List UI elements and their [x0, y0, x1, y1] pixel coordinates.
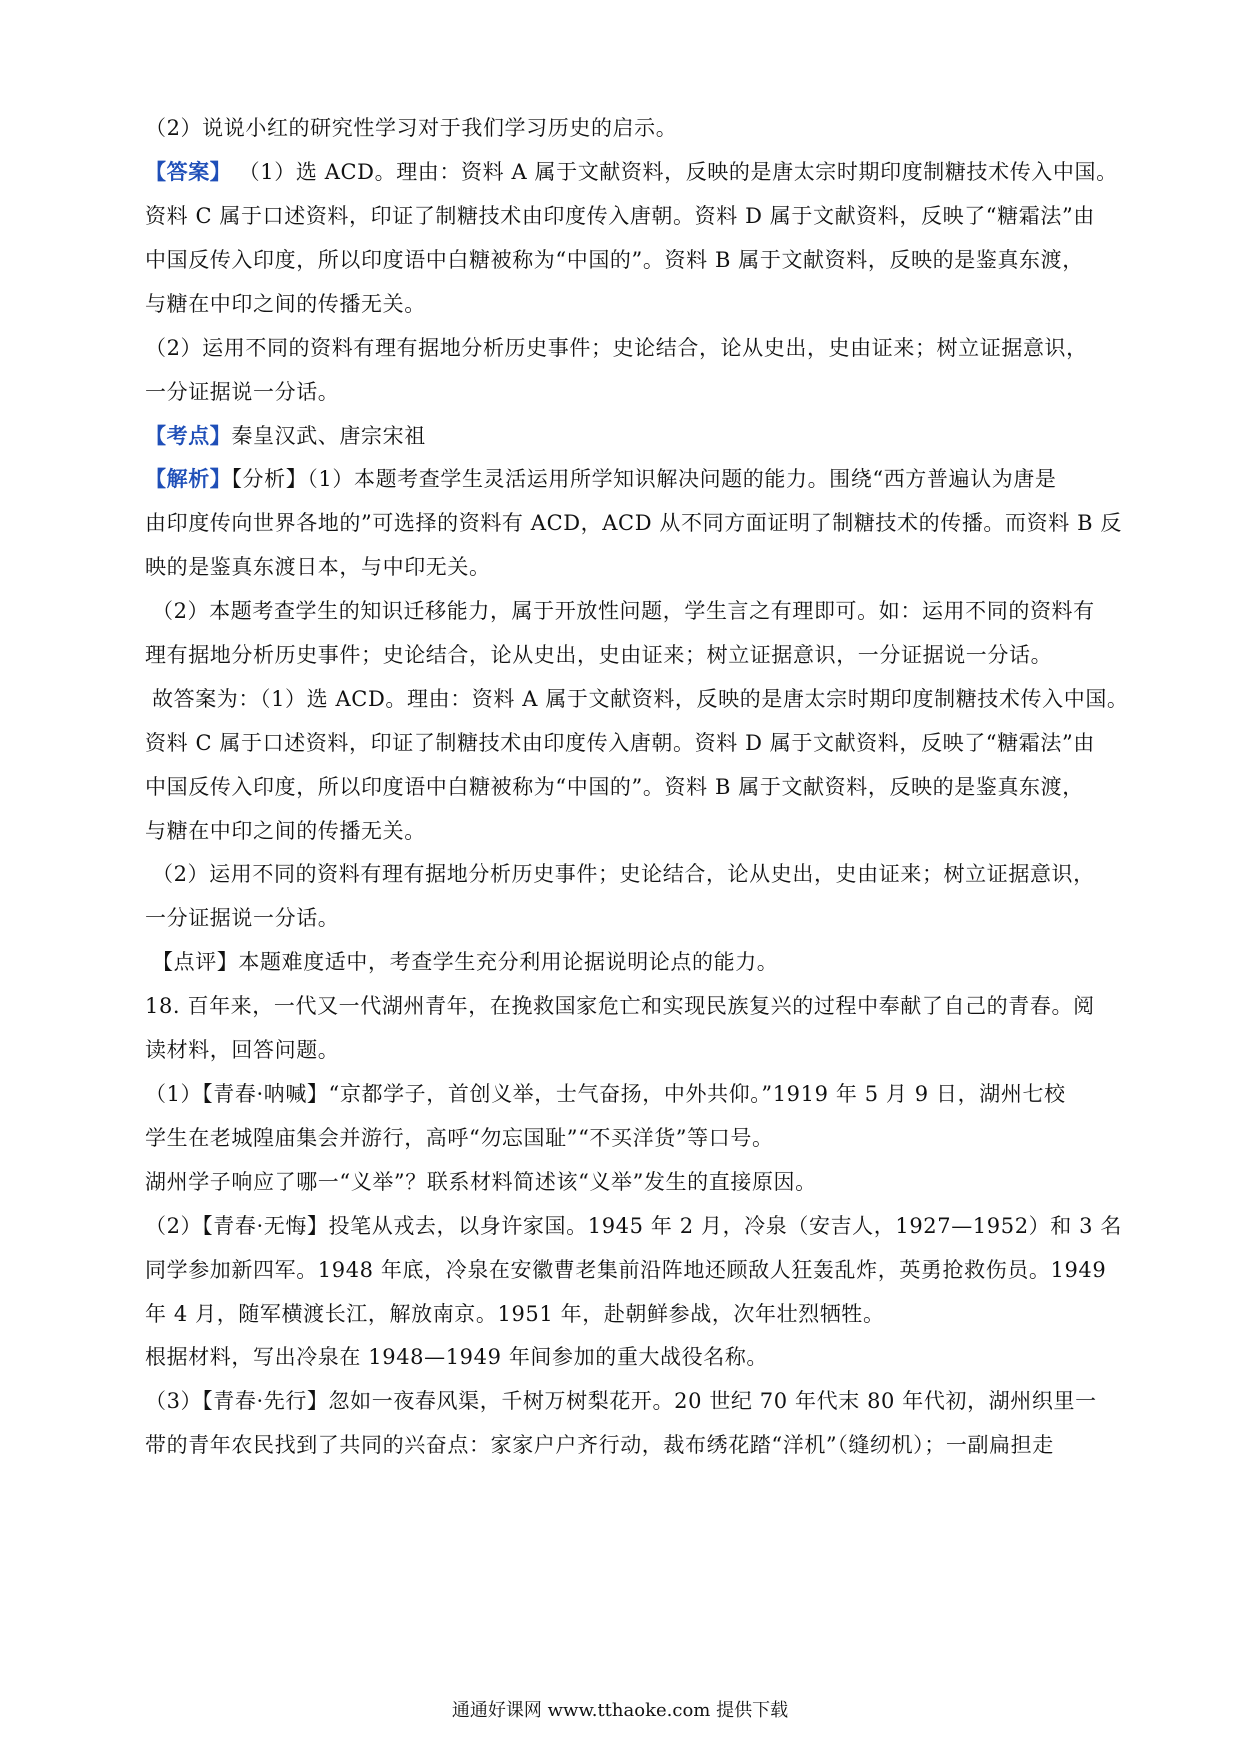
jiexi-line: 映的是鉴真东渡日本，与中印无关。 — [145, 555, 491, 579]
answer-line: 【答案】 （1）选 ACD。理由：资料 A 属于文献资料，反映的是唐太宗时期印度制糖技术传入中国。 — [145, 159, 1118, 184]
answer-line: 中国反传入印度，所以印度语中白糖被称为“中国的”。资料 B 属于文献资料，反映的是鉴真东渡， — [145, 248, 1084, 272]
question-18-line: 学生在老城隍庙集会并游行，高呼“勿忘国耻”“不买洋货”等口号。 — [145, 1126, 774, 1150]
question-18-line: 带的青年农民找到了共同的兴奋点：家家户户齐行动，裁布绣花踏“洋机”（缝纫机）；一副扁担走 — [145, 1433, 1054, 1457]
jiexi-line: 【解析】【分析】（1）本题考查学生灵活运用所学知识解决问题的能力。围绕“西方普遍认为唐是 — [145, 466, 1057, 491]
question-18-line: （3）【青春·先行】忽如一夜春风渠，千树万树梨花开。20 世纪 70 年代末 80 年代初，湖州织里一 — [145, 1389, 1097, 1413]
question-18-line: 18. 百年来，一代又一代湖州青年，在挽救国家危亡和实现民族复兴的过程中奉献了自己的青春。阅 — [145, 994, 1095, 1018]
question-18-line: 湖州学子响应了哪一“义举”？联系材料简述该“义举”发生的直接原因。 — [145, 1170, 817, 1194]
jiexi-line: 与糖在中印之间的传播无关。 — [145, 819, 426, 843]
answer-line: 一分证据说一分话。 — [145, 380, 340, 404]
question-18-line: 年 4 月，随军横渡长江，解放南京。1951 年，赴朝鲜参战，次年壮烈牺牲。 — [145, 1302, 885, 1326]
answer-tag: 【答案】 — [145, 159, 232, 184]
jiexi-line: 一分证据说一分话。 — [145, 906, 340, 930]
question-18-line: 根据材料，写出冷泉在 1948—1949 年间参加的重大战役名称。 — [145, 1345, 769, 1369]
jiexi-line: （2）本题考查学生的知识迁移能力，属于开放性问题，学生言之有理即可。如：运用不同的资料有 — [152, 599, 1095, 623]
page-footer: 通通好课网 www.tthaoke.com 提供下载 — [451, 1700, 789, 1721]
question-18-line: （1）【青春·呐喊】“京都学子，首创义举，士气奋扬，中外共仰。”1919 年 5 月 9 日，湖州七校 — [145, 1082, 1066, 1106]
kaodian-tag: 【考点】 — [145, 423, 232, 448]
question-18-line: 同学参加新四军。1948 年底，冷泉在安徽曹老集前沿阵地还顾敌人狂轰乱炸，英勇抢救伤员。1949 — [145, 1258, 1107, 1282]
question-17-part-2: （2）说说小红的研究性学习对于我们学习历史的启示。 — [145, 116, 678, 140]
jiexi-line: 中国反传入印度，所以印度语中白糖被称为“中国的”。资料 B 属于文献资料，反映的是鉴真东渡， — [145, 775, 1084, 799]
dianping-line: 【点评】本题难度适中，考查学生充分利用论据说明论点的能力。 — [152, 950, 779, 974]
jiexi-line: （2）运用不同的资料有理有据地分析历史事件；史论结合，论从史出，史由证来；树立证据意识， — [152, 862, 1095, 886]
answer-line: 资料 C 属于口述资料，印证了制糖技术由印度传入唐朝。资料 D 属于文献资料，反映了“糖霜法”由 — [145, 204, 1095, 228]
jiexi-tag: 【解析】 — [145, 466, 232, 491]
answer-line: （2）运用不同的资料有理有据地分析历史事件；史论结合，论从史出，史由证来；树立证据意识， — [145, 336, 1088, 360]
jiexi-line: 故答案为：（1）选 ACD。理由：资料 A 属于文献资料，反映的是唐太宗时期印度制糖技术传入中国。 — [152, 687, 1129, 711]
jiexi-line: 由印度传向世界各地的”可选择的资料有 ACD，ACD 从不同方面证明了制糖技术的传播。而资料 B 反 — [145, 511, 1123, 535]
kaodian-line: 【考点】秦皇汉武、唐宗宋祖 — [145, 423, 426, 448]
question-18-line: （2）【青春·无悔】投笔从戎去，以身许家国。1945 年 2 月，冷泉（安吉人，1927—1952）和 3 名 — [145, 1214, 1122, 1238]
jiexi-line: 资料 C 属于口述资料，印证了制糖技术由印度传入唐朝。资料 D 属于文献资料，反映了“糖霜法”由 — [145, 731, 1095, 755]
answer-line: 与糖在中印之间的传播无关。 — [145, 292, 426, 316]
jiexi-line: 理有据地分析历史事件；史论结合，论从史出，史由证来；树立证据意识，一分证据说一分话。 — [145, 643, 1053, 667]
question-18-line: 读材料，回答问题。 — [145, 1038, 340, 1062]
